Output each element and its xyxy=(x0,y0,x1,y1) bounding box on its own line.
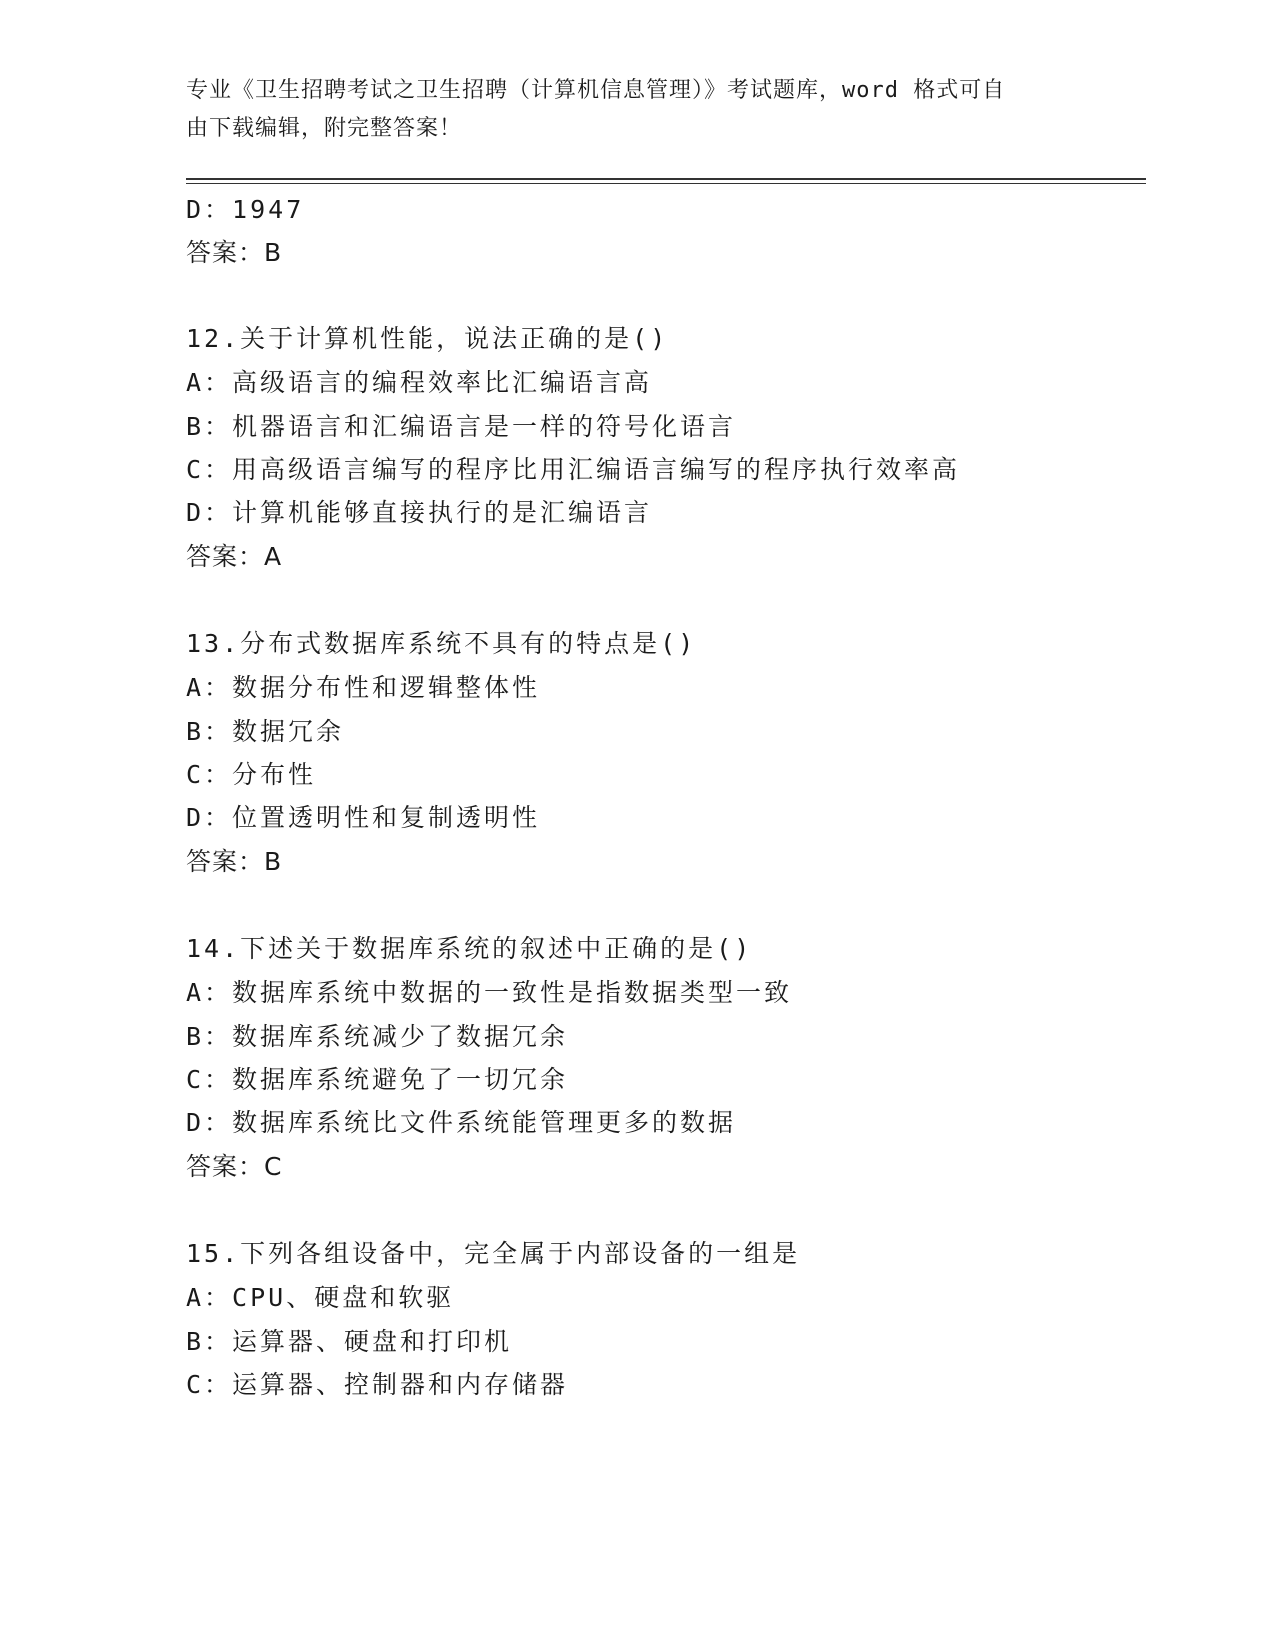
option-c: C：数据库系统避免了一切冗余 xyxy=(186,1065,569,1094)
option-d: D：位置透明性和复制透明性 xyxy=(186,803,541,832)
header-line-1: 专业《卫生招聘考试之卫生招聘（计算机信息管理）》考试题库，word 格式可自 xyxy=(186,78,1006,103)
answer: 答案：B xyxy=(186,847,283,876)
option-d: D：数据库系统比文件系统能管理更多的数据 xyxy=(186,1108,737,1137)
option-d: D：计算机能够直接执行的是汇编语言 xyxy=(186,498,653,527)
document-header xyxy=(186,72,1066,148)
option-c: C：用高级语言编写的程序比用汇编语言编写的程序执行效率高 xyxy=(186,455,961,484)
option-b: B：运算器、硬盘和打印机 xyxy=(186,1327,513,1356)
option-a: A：高级语言的编程效率比汇编语言高 xyxy=(186,368,653,397)
answer: 答案：A xyxy=(186,542,283,571)
header-line-2: 由下载编辑，附完整答案！ xyxy=(186,116,463,141)
q11-answer: 答案：B xyxy=(186,238,283,267)
header-divider-thin xyxy=(186,183,1146,184)
question-stem: 15.下列各组设备中，完全属于内部设备的一组是 xyxy=(186,1239,801,1268)
question-stem: 14.下述关于数据库系统的叙述中正确的是() xyxy=(186,934,753,963)
q11-option-d: D：1947 xyxy=(186,195,305,224)
option-a: A：数据库系统中数据的一致性是指数据类型一致 xyxy=(186,978,793,1007)
option-c: C：运算器、控制器和内存储器 xyxy=(186,1370,569,1399)
option-c: C：分布性 xyxy=(186,760,317,789)
answer: 答案：C xyxy=(186,1152,283,1181)
option-b: B：机器语言和汇编语言是一样的符号化语言 xyxy=(186,412,737,441)
question-stem: 13.分布式数据库系统不具有的特点是() xyxy=(186,629,697,658)
option-a: A：CPU、硬盘和软驱 xyxy=(186,1283,455,1312)
option-b: B：数据冗余 xyxy=(186,717,345,746)
question-stem: 12.关于计算机性能，说法正确的是() xyxy=(186,324,669,353)
option-b: B：数据库系统减少了数据冗余 xyxy=(186,1022,569,1051)
option-a: A：数据分布性和逻辑整体性 xyxy=(186,673,541,702)
header-divider-thick xyxy=(186,178,1146,180)
